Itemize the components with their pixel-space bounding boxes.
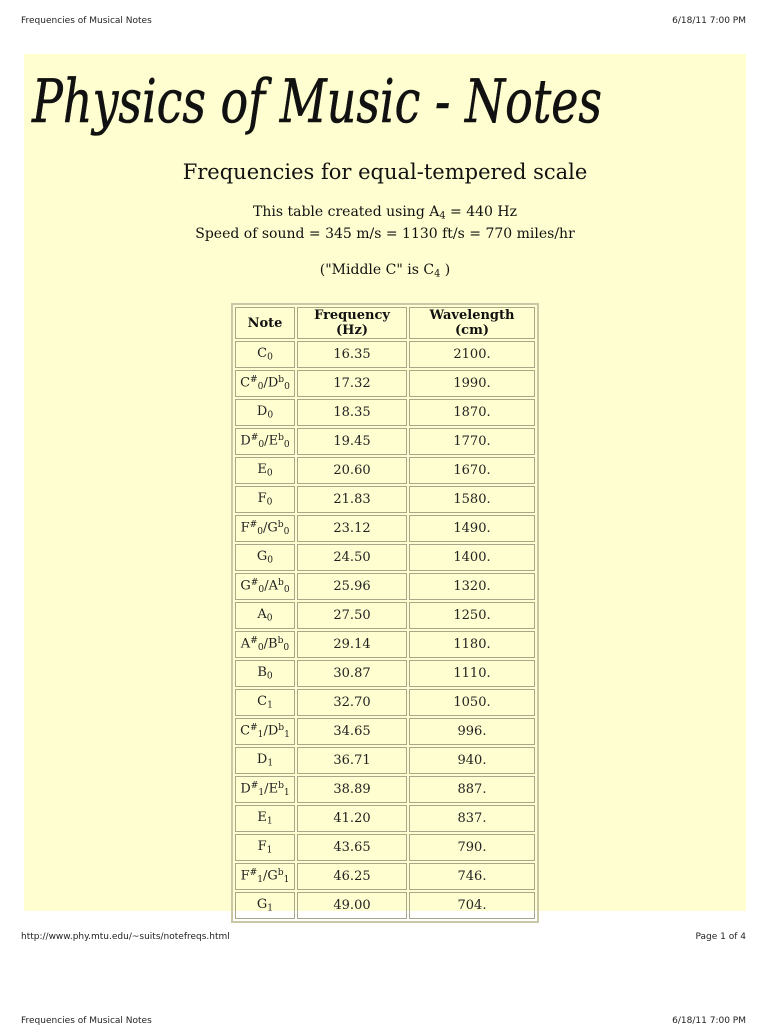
note-separator: / <box>263 636 268 652</box>
note-octave-alt: 0 <box>284 381 290 392</box>
note-name-alt: E <box>268 433 279 449</box>
frequency-cell: 41.20 <box>297 805 407 832</box>
wavelength-cell: 887. <box>409 776 535 803</box>
frequency-table <box>231 303 539 923</box>
note-accidental: # <box>250 723 258 734</box>
table-row <box>235 544 535 571</box>
note-name-alt: D <box>267 375 279 391</box>
print-header-title: Frequencies of Musical Notes <box>21 16 152 26</box>
note-octave: 1 <box>267 700 273 711</box>
frequency-cell: 24.50 <box>297 544 407 571</box>
note-accidental-alt: b <box>278 375 285 386</box>
note-cell <box>235 486 295 513</box>
wavelength-cell: 996. <box>409 718 535 745</box>
note-octave: 1 <box>257 874 264 885</box>
column-header-wavelength: Wavelength (cm) <box>409 307 535 339</box>
note-name: F <box>257 491 267 507</box>
note-octave-alt: 0 <box>283 439 290 450</box>
table-row <box>235 863 535 890</box>
note-octave-alt: 0 <box>283 526 290 537</box>
frequency-cell: 21.83 <box>297 486 407 513</box>
frequency-cell: 38.89 <box>297 776 407 803</box>
wavelength-cell: 746. <box>409 863 535 890</box>
note-accidental-alt: b <box>278 781 284 792</box>
table-row <box>235 341 535 368</box>
note-octave-alt: 1 <box>283 787 290 798</box>
frequency-cell: 43.65 <box>297 834 407 861</box>
print-footer-page: Page 1 of 4 <box>695 932 746 942</box>
note-octave: 0 <box>258 439 265 450</box>
table-header-row <box>235 307 535 339</box>
frequency-cell: 16.35 <box>297 341 407 368</box>
frequency-cell: 30.87 <box>297 660 407 687</box>
note-accidental-alt: b <box>277 868 284 879</box>
frequency-cell: 18.35 <box>297 399 407 426</box>
note-name: G <box>256 549 268 565</box>
note-accidental-alt: b <box>278 433 284 444</box>
table-row <box>235 370 535 397</box>
note-cell <box>235 863 295 890</box>
note-name: C <box>240 723 251 739</box>
print-footer-url: http://www.phy.mtu.edu/~suits/notefreqs.html <box>21 932 230 942</box>
wavelength-cell: 1050. <box>409 689 535 716</box>
wavelength-cell: 790. <box>409 834 535 861</box>
column-header-note: Note <box>235 307 295 339</box>
note-name-alt: B <box>268 636 278 652</box>
note-octave: 0 <box>257 381 264 392</box>
note-name: C <box>240 375 251 391</box>
table-row <box>235 660 535 687</box>
table-row <box>235 834 535 861</box>
wavelength-cell: 1320. <box>409 573 535 600</box>
wavelength-cell: 704. <box>409 892 535 919</box>
print-footer <box>21 932 746 948</box>
frequency-cell: 29.14 <box>297 631 407 658</box>
frequency-cell: 27.50 <box>297 602 407 629</box>
wavelength-cell: 837. <box>409 805 535 832</box>
wavelength-cell: 1250. <box>409 602 535 629</box>
note-accidental: # <box>250 375 258 386</box>
wavelength-cell: 2100. <box>409 341 535 368</box>
note-name-alt: G <box>267 868 278 884</box>
note-cell <box>235 602 295 629</box>
note-name: F <box>240 868 250 884</box>
note-name-alt: A <box>268 578 278 594</box>
note-accidental: # <box>250 781 259 792</box>
note-separator: / <box>263 868 268 884</box>
note-accidental-alt: b <box>277 636 284 647</box>
note-cell <box>235 834 295 861</box>
note-accidental: # <box>249 520 258 531</box>
note-cell <box>235 428 295 455</box>
note-cell <box>235 660 295 687</box>
note-octave: 0 <box>257 642 264 653</box>
note-cell <box>235 718 295 745</box>
note-cell <box>235 544 295 571</box>
note-name: C <box>257 346 268 362</box>
wavelength-cell: 1400. <box>409 544 535 571</box>
note-cell <box>235 457 295 484</box>
table-row <box>235 689 535 716</box>
table-row <box>235 428 535 455</box>
note-octave: 0 <box>266 613 273 624</box>
note-octave-alt: 0 <box>283 584 290 595</box>
note-separator: / <box>264 578 269 594</box>
note-name: E <box>257 462 267 478</box>
note-name: A <box>257 607 267 623</box>
table-row <box>235 631 535 658</box>
note-cell <box>235 573 295 600</box>
note-accidental-alt: b <box>278 723 285 734</box>
table-row <box>235 457 535 484</box>
note-name: B <box>257 665 267 681</box>
table-row <box>235 573 535 600</box>
print-header-datetime: 6/18/11 7:00 PM <box>672 16 746 26</box>
banner-text: Physics of Music - Notes <box>31 67 603 137</box>
note-name: G <box>256 897 268 913</box>
note-octave-alt: 1 <box>283 874 290 885</box>
frequency-cell: 17.32 <box>297 370 407 397</box>
note-octave: 1 <box>266 845 273 856</box>
frequency-cell: 49.00 <box>297 892 407 919</box>
note-cell <box>235 631 295 658</box>
note-octave: 0 <box>267 555 274 566</box>
note-cell <box>235 747 295 774</box>
column-header-frequency: Frequency (Hz) <box>297 307 407 339</box>
note-accidental: # <box>250 433 259 444</box>
note-cell <box>235 515 295 542</box>
info-reference-pitch <box>24 204 746 221</box>
wavelength-cell: 1110. <box>409 660 535 687</box>
note-octave: 1 <box>267 758 274 769</box>
note-octave: 1 <box>257 729 264 740</box>
info-line1-pre: This table created using A <box>253 204 440 220</box>
note-cell <box>235 341 295 368</box>
note-octave: 1 <box>266 816 273 827</box>
info-speed-of-sound: Speed of sound = 345 m/s = 1130 ft/s = 770 miles/hr <box>195 226 575 242</box>
frequency-cell: 20.60 <box>297 457 407 484</box>
note-octave: 1 <box>267 903 274 914</box>
note-accidental-alt: b <box>277 578 284 589</box>
print-header-next-datetime: 6/18/11 7:00 PM <box>672 1016 746 1026</box>
note-cell <box>235 370 295 397</box>
note-name-alt: E <box>268 781 279 797</box>
note-name: A <box>240 636 251 652</box>
table-row <box>235 486 535 513</box>
table-row <box>235 602 535 629</box>
wavelength-cell: 1490. <box>409 515 535 542</box>
note-name: G <box>240 578 251 594</box>
note-name: D <box>256 404 268 420</box>
table-row <box>235 776 535 803</box>
wavelength-cell: 1770. <box>409 428 535 455</box>
note-octave: 0 <box>267 410 274 421</box>
wavelength-cell: 1870. <box>409 399 535 426</box>
note-octave: 0 <box>266 671 273 682</box>
wavelength-cell: 940. <box>409 747 535 774</box>
frequency-cell: 19.45 <box>297 428 407 455</box>
note-octave: 0 <box>267 352 273 363</box>
note-name: F <box>257 839 267 855</box>
wavelength-cell: 1180. <box>409 631 535 658</box>
wavelength-cell: 1990. <box>409 370 535 397</box>
note-separator: / <box>264 781 269 797</box>
note-name-alt: D <box>267 723 279 739</box>
table-row <box>235 892 535 919</box>
banner-logo <box>30 64 620 140</box>
info-middle-c <box>24 262 746 279</box>
frequency-cell: 34.65 <box>297 718 407 745</box>
wavelength-cell: 1670. <box>409 457 535 484</box>
note-octave-alt: 1 <box>284 729 290 740</box>
print-header <box>21 16 746 32</box>
note-name: D <box>256 752 268 768</box>
note-octave-alt: 0 <box>283 642 290 653</box>
note-accidental: # <box>250 578 259 589</box>
note-separator: / <box>263 375 268 391</box>
frequency-cell: 32.70 <box>297 689 407 716</box>
info-line1-post: = 440 Hz <box>445 204 517 220</box>
note-name: E <box>257 810 267 826</box>
note-name: F <box>240 520 250 536</box>
info-line1-sub: 4 <box>439 210 446 222</box>
table-row <box>235 718 535 745</box>
note-cell <box>235 689 295 716</box>
table-row <box>235 515 535 542</box>
table-row <box>235 399 535 426</box>
info-line3-sub: 4 <box>434 268 441 280</box>
note-cell <box>235 399 295 426</box>
page-subtitle: Frequencies for equal-tempered scale <box>182 160 588 184</box>
note-octave: 0 <box>266 468 273 479</box>
frequency-cell: 36.71 <box>297 747 407 774</box>
page-content <box>24 54 746 914</box>
print-header-next-title: Frequencies of Musical Notes <box>21 1016 152 1026</box>
info-line3-pre: ("Middle C" is C <box>319 262 435 278</box>
note-octave: 0 <box>258 584 265 595</box>
note-name: C <box>257 694 268 710</box>
print-header-next-page <box>21 1016 746 1032</box>
note-separator: / <box>263 723 268 739</box>
note-cell <box>235 892 295 919</box>
note-octave: 0 <box>257 526 264 537</box>
note-name: D <box>240 433 251 449</box>
note-name: D <box>240 781 251 797</box>
note-octave: 1 <box>258 787 265 798</box>
note-accidental: # <box>250 636 258 647</box>
wavelength-cell: 1580. <box>409 486 535 513</box>
note-accidental: # <box>249 868 258 879</box>
note-accidental-alt: b <box>277 520 284 531</box>
frequency-cell: 25.96 <box>297 573 407 600</box>
table-row <box>235 805 535 832</box>
note-cell <box>235 776 295 803</box>
note-separator: / <box>264 433 269 449</box>
frequency-cell: 46.25 <box>297 863 407 890</box>
note-cell <box>235 805 295 832</box>
note-name-alt: G <box>267 520 278 536</box>
note-separator: / <box>263 520 268 536</box>
note-octave: 0 <box>266 497 273 508</box>
info-line3-post: ) <box>440 262 451 278</box>
table-row <box>235 747 535 774</box>
frequency-cell: 23.12 <box>297 515 407 542</box>
